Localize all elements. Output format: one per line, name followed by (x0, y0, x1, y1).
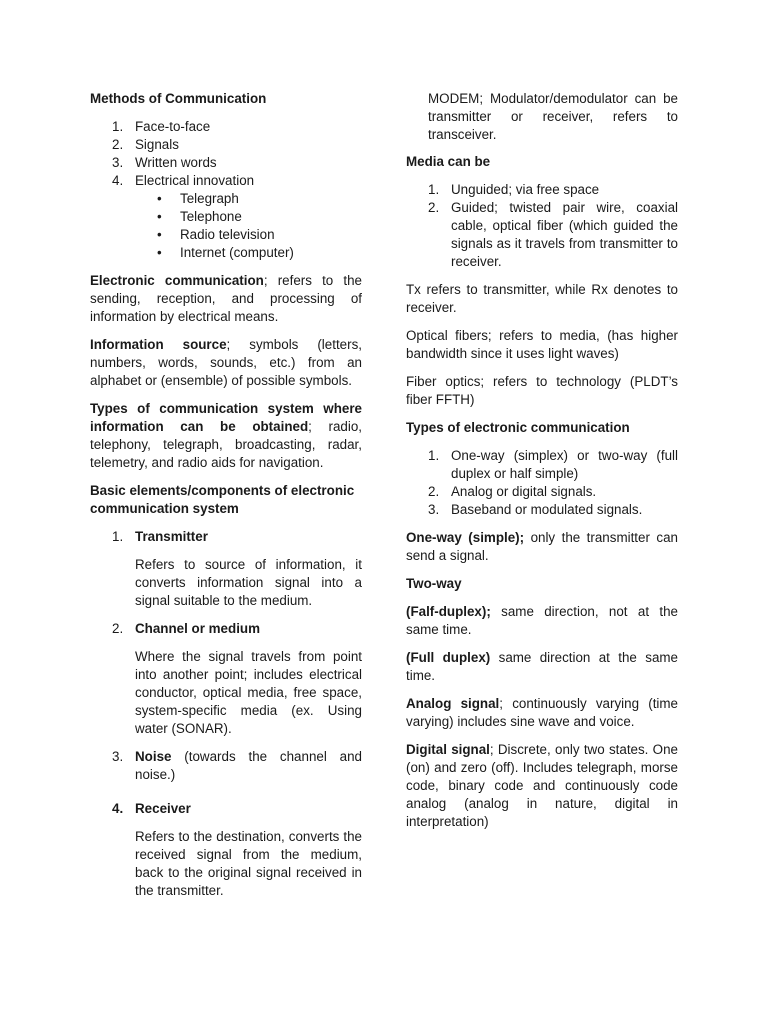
bullet-icon: • (157, 191, 162, 206)
information-source-paragraph: Information source; symbols (letters, numbers, words, sounds, etc.) from an alphabet or (ensemble) of possible symbols. (90, 337, 362, 388)
list-item: • Telegraph (157, 191, 239, 206)
one-way-paragraph: One-way (simple); only the transmitter can send a signal. (406, 530, 678, 563)
channel-text: Where the signal travels from point into another point; includes electrical conductor, optical media, free space, system-specific media (ex. Using water (SONAR). (135, 649, 362, 736)
digital-signal-paragraph: Digital signal; Discrete, only two states. One (on) and zero (off). Includes telegraph, morse code, binary code and continuously code analog (analog in nature, digital in interpretation) (406, 742, 678, 829)
list-item: 2. Analog or digital signals. (428, 484, 597, 499)
bullet-icon: • (157, 245, 162, 260)
list-item: 3. Written words (112, 155, 217, 170)
channel-heading: 2. Channel or medium (112, 621, 260, 636)
transmitter-text: Refers to source of information, it converts information signal into a signal suitable to the medium. (135, 557, 362, 608)
types-electronic-list (406, 447, 678, 519)
list-item: • Radio television (157, 227, 275, 242)
right-column (406, 90, 678, 841)
electronic-communication-paragraph: Electronic communication; refers to the sending, reception, and processing of information by electrical means. (90, 273, 362, 324)
fiber-optics-paragraph: Fiber optics; refers to technology (PLDT’s fiber FFTH) (406, 374, 678, 407)
methods-list (90, 118, 362, 262)
noise-item: 3. Noise (towards the channel and noise.) (112, 749, 362, 782)
list-item: 2. Guided; twisted pair wire, coaxial cable, optical fiber (which guided the signals as it travels from transmitter to receiver. (428, 200, 678, 269)
transmitter-heading: 1. Transmitter (112, 529, 208, 544)
list-item: 1. One-way (simplex) or two-way (full duplex or half simple) (428, 448, 678, 481)
list-item: 3. Baseband or modulated signals. (428, 502, 643, 517)
types-electronic-heading: Types of electronic communication (406, 420, 630, 435)
bullet-icon: • (157, 209, 162, 224)
media-heading: Media can be (406, 154, 491, 169)
half-duplex-paragraph: (Falf-duplex); same direction, not at the same time. (406, 604, 678, 637)
list-item: 2. Signals (112, 137, 179, 152)
modem-text: MODEM; Modulator/demodulator can be transmitter or receiver, refers to transceiver. (428, 91, 678, 142)
types-system-paragraph: Types of communication system where information can be obtained; radio, telephony, telegraph, broadcasting, radar, telemetry, and radio aids for navigation. (90, 401, 363, 470)
electrical-sublist (90, 190, 362, 262)
methods-heading: Methods of Communication (90, 91, 267, 106)
list-item: 1. Unguided; via free space (428, 182, 600, 197)
full-duplex-paragraph: (Full duplex) same direction at the same time. (406, 650, 678, 683)
list-item: 4. Electrical innovation • Telegraph • Telephone • Radio television • Internet (computer) (90, 172, 362, 262)
receiver-heading: 4. Receiver (112, 801, 191, 816)
term: Information source (90, 337, 227, 352)
receiver-text: Refers to the destination, converts the received signal from the medium, back to the original signal received in the transmitter. (135, 829, 362, 898)
term: Electronic communication (90, 273, 264, 288)
bullet-icon: • (157, 227, 162, 242)
tx-rx-paragraph: Tx refers to transmitter, while Rx denotes to receiver. (406, 282, 678, 315)
left-column (90, 90, 362, 910)
basic-elements-heading: Basic elements/components of electronic communication system (90, 483, 355, 516)
two-way-heading: Two-way (406, 576, 462, 591)
list-item: • Telephone (157, 209, 242, 224)
optical-fibers-paragraph: Optical fibers; refers to media, (has higher bandwidth since it uses light waves) (406, 328, 678, 361)
media-list (406, 181, 678, 271)
term: Types of communication system where information can be obtained (90, 401, 362, 434)
list-item: • Internet (computer) (157, 245, 294, 260)
analog-signal-paragraph: Analog signal; continuously varying (time varying) includes sine wave and voice. (406, 696, 678, 729)
list-item: 1. Face-to-face (112, 119, 211, 134)
